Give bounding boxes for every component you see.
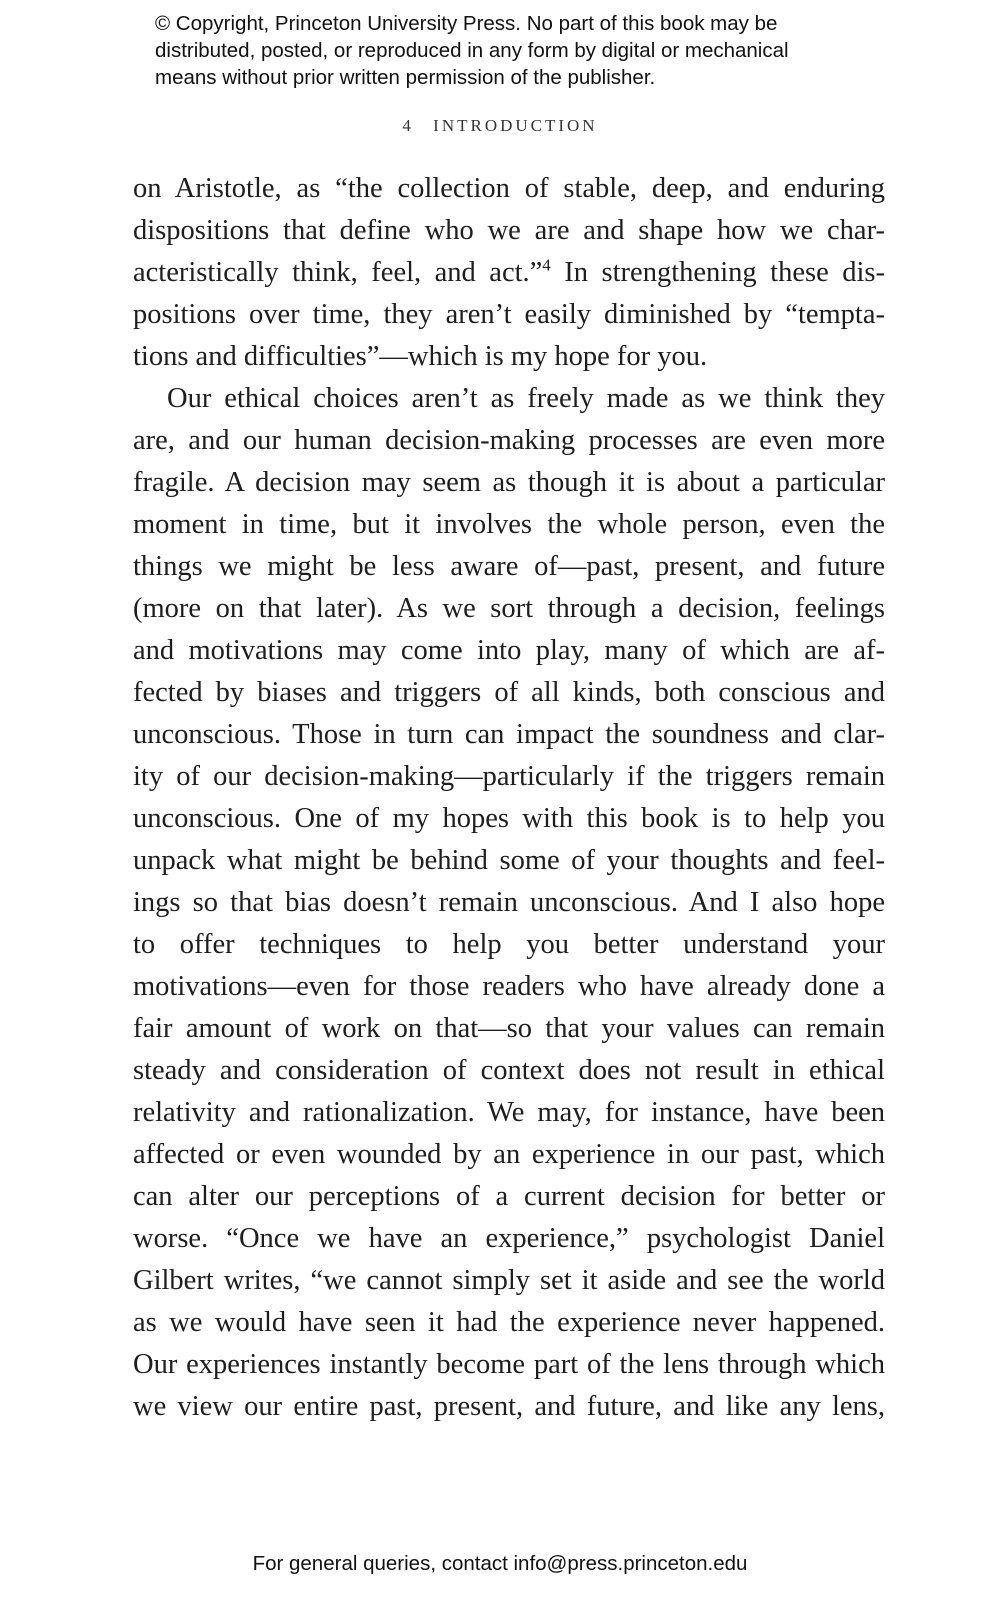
- text-line: positions over time, they aren’t easily diminished by “tempta-: [133, 299, 885, 330]
- text-line: tions and difficulties”—which is my hope for you.: [133, 341, 708, 372]
- text-line: fragile. A decision may seem as though it is about a particular: [133, 467, 885, 498]
- text-segment: acteristically think, feel, and act.”: [133, 257, 543, 288]
- text-line: affected or even wounded by an experience in our past, which: [133, 1139, 885, 1170]
- text-line: unpack what might be behind some of your thoughts and feel-: [133, 845, 885, 876]
- text-line: can alter our perceptions of a current decision for better or: [133, 1181, 885, 1212]
- text-line: and motivations may come into play, many of which are af-: [133, 635, 885, 666]
- text-line: are, and our human decision-making processes are even more: [133, 425, 885, 456]
- footer-contact: For general queries, contact info@press.princeton.edu: [252, 1552, 748, 1575]
- text-line: Our ethical choices aren’t as freely made as we think they: [167, 383, 885, 414]
- text-line: motivations—even for those readers who have already done a: [133, 971, 885, 1002]
- text-line: we view our entire past, present, and future, and like any lens,: [133, 1391, 885, 1422]
- running-head: [0, 116, 1000, 136]
- text-line: fected by biases and triggers of all kinds, both conscious and: [133, 677, 885, 708]
- text-line: dispositions that define who we are and shape how we char-: [133, 215, 885, 246]
- text-line: moment in time, but it involves the whole person, even the: [133, 509, 885, 540]
- copyright-line: distributed, posted, or reproduced in any form by digital or mechanical: [155, 39, 789, 62]
- text-line: steady and consideration of context does not result in ethical: [133, 1055, 885, 1086]
- text-line: Gilbert writes, “we cannot simply set it aside and see the world: [133, 1265, 885, 1296]
- text-line: ings so that bias doesn’t remain unconscious. And I also hope: [133, 887, 885, 918]
- footnote-reference[interactable]: 4: [542, 255, 551, 275]
- chapter-title: INTRODUCTION: [433, 116, 598, 135]
- text-line: (more on that later). As we sort through a decision, feelings: [133, 593, 885, 624]
- text-line: ity of our decision-making—particularly if the triggers remain: [133, 761, 885, 792]
- copyright-line: © Copyright, Princeton University Press. No part of this book may be: [155, 12, 778, 35]
- text-segment: In strengthening these dis-: [550, 257, 885, 288]
- copyright-line: means without prior written permission of the publisher.: [155, 66, 656, 89]
- text-line: things we might be less aware of—past, present, and future: [133, 551, 885, 582]
- text-line: on Aristotle, as “the collection of stable, deep, and enduring: [133, 173, 885, 204]
- body-text: [133, 168, 885, 1428]
- page-number: 4: [402, 116, 411, 135]
- text-line: to offer techniques to help you better understand your: [133, 929, 885, 960]
- text-line: fair amount of work on that—so that your values can remain: [133, 1013, 885, 1044]
- text-line: unconscious. One of my hopes with this book is to help you: [133, 803, 885, 834]
- copyright-notice: [155, 10, 875, 91]
- text-line: relativity and rationalization. We may, for instance, have been: [133, 1097, 885, 1128]
- text-line: worse. “Once we have an experience,” psychologist Daniel: [133, 1223, 885, 1254]
- text-line: [133, 252, 885, 294]
- text-line: Our experiences instantly become part of the lens through which: [133, 1349, 885, 1380]
- text-line: unconscious. Those in turn can impact the soundness and clar-: [133, 719, 885, 750]
- text-line: as we would have seen it had the experience never happened.: [133, 1307, 885, 1338]
